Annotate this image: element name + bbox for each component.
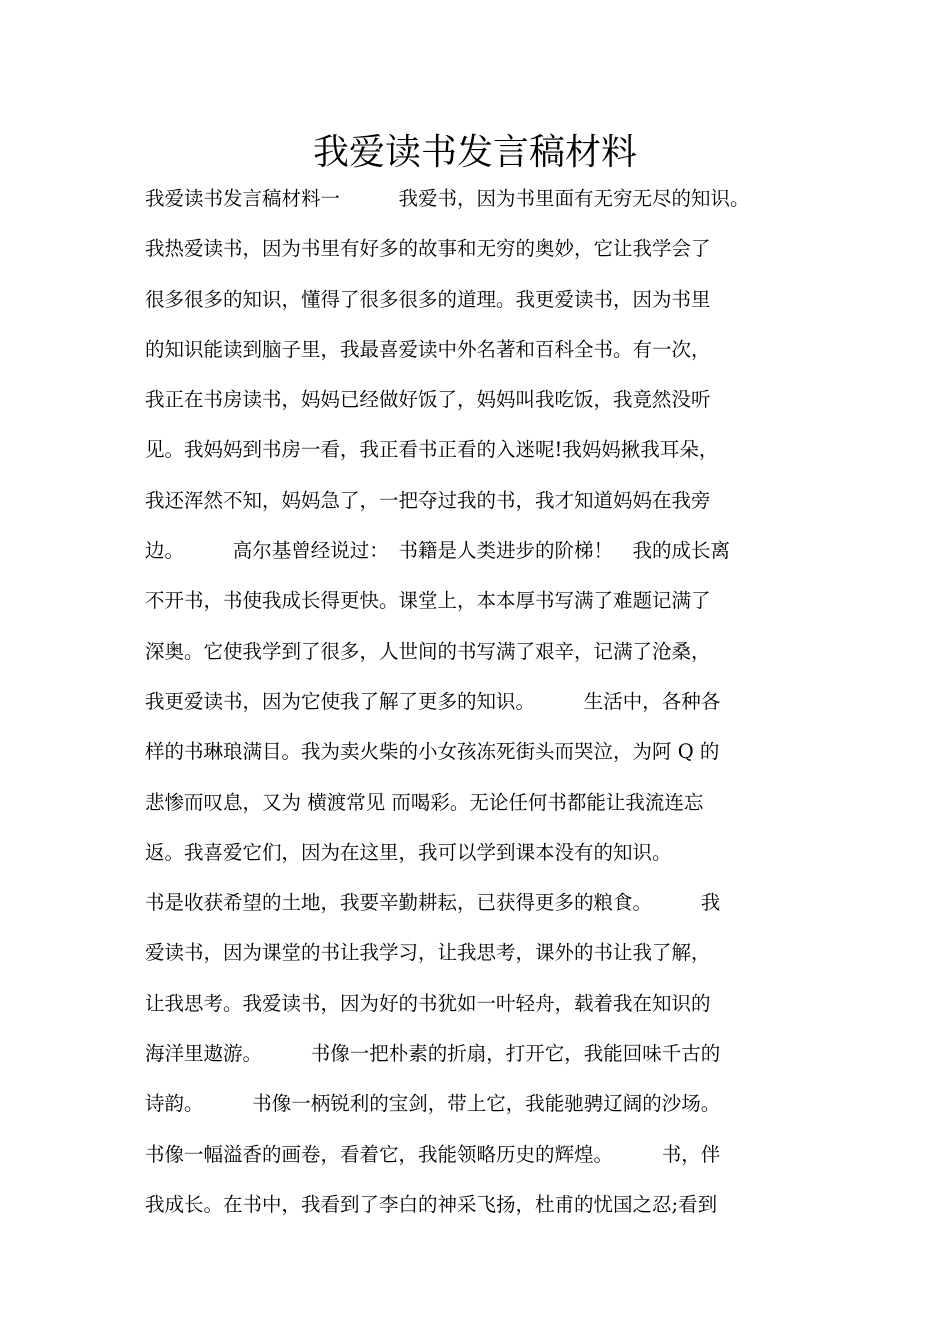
body-line-6: 见。我妈妈到书房一看，我正看书正看的入迷呢!我妈妈揪我耳朵， [145,438,719,462]
body-line-17: 让我思考。我爱读书，因为好的书犹如一叶轻舟，载着我在知识的 [145,991,711,1015]
body-line-3: 很多很多的知识，懂得了很多很多的道理。我更爱读书，因为书里 [145,287,711,311]
body-line-21: 我成长。在书中，我看到了李白的神采飞扬，杜甫的忧国之忍;看到 [145,1192,718,1216]
body-line-16: 爱读书，因为课堂的书让我学习，让我思考，课外的书让我了解， [145,941,711,965]
document-title: 我爱读书发言稿材料 [312,132,637,173]
body-line-18: 海洋里遨游。 书像一把朴素的折扇，打开它，我能回味千古的 [145,1042,721,1066]
body-line-8: 边。 高尔基曾经说过： 书籍是人类进步的阶梯！ 我的成长离 [145,539,731,563]
body-line-7: 我还浑然不知，妈妈急了，一把夺过我的书，我才知道妈妈在我旁 [145,488,711,512]
body-line-10: 深奥。它使我学到了很多，人世间的书写满了艰辛，记满了沧桑， [145,639,711,663]
body-line-5: 我正在书房读书，妈妈已经做好饭了，妈妈叫我吃饭，我竟然没听 [145,388,711,412]
body-line-2: 我热爱读书，因为书里有好多的故事和无穷的奥妙，它让我学会了 [145,237,711,261]
body-line-14: 返。我喜爱它们，因为在这里，我可以学到课本没有的知识。 [145,840,672,864]
body-line-20: 书像一幅溢香的画卷，看着它，我能领略历史的辉煌。 书，伴 [145,1142,721,1166]
body-line-13: 悲惨而叹息，又为 横渡常见 而喝彩。无论任何书都能让我流连忘 [145,790,704,814]
body-line-9: 不开书，书使我成长得更快。课堂上，本本厚书写满了难题记满了 [145,589,711,613]
document-body [145,174,825,1230]
body-line-15: 书是收获希望的土地，我要辛勤耕耘，已获得更多的粮食。 我 [145,891,721,915]
body-line-4: 的知识能读到脑子里，我最喜爱读中外名著和百科全书。有一次， [145,337,711,361]
body-line-11: 我更爱读书，因为它使我了解了更多的知识。 生活中，各种各 [145,689,721,713]
body-line-12: 样的书琳琅满目。我为卖火柴的小女孩冻死街头而哭泣，为阿 Q 的 [145,740,720,764]
body-line-19: 诗韵。 书像一柄锐利的宝剑，带上它，我能驰骋辽阔的沙场。 [145,1092,721,1116]
body-line-1: 我爱读书发言稿材料一 我爱书，因为书里面有无穷无尽的知识。 [145,187,750,210]
